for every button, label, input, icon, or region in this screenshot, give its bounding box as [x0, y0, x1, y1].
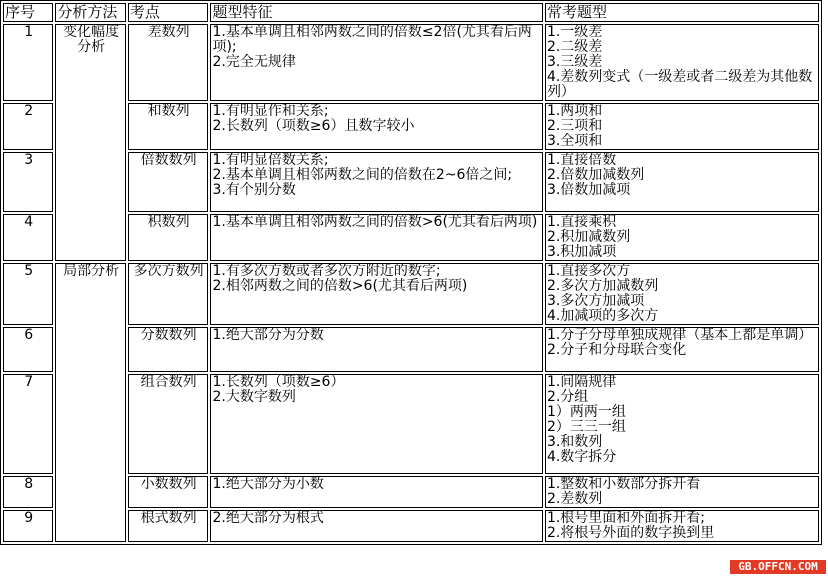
- topic-label: 和数列: [147, 103, 190, 119]
- type-line: 4.差数列变式（一级差或者二级差为其他数列）: [546, 69, 813, 100]
- topic-label: 倍数数列: [140, 152, 197, 168]
- table-row: [3, 263, 819, 325]
- topic-label: 组合数列: [140, 374, 197, 390]
- analysis-method: [55, 263, 126, 542]
- type-line: 2.将根号外面的数字换到里: [546, 525, 715, 541]
- header-row: [3, 3, 819, 22]
- topic-cell: [128, 510, 209, 542]
- types-cell: [545, 152, 819, 212]
- topic-label: 多次方数列: [133, 263, 204, 279]
- header-topic: 考点: [128, 3, 209, 22]
- type-line: 3.和数列: [546, 434, 603, 450]
- type-line: 2.三项和: [546, 118, 603, 134]
- feature-line: 2.相邻两数之间的倍数>6(尤其看后两项): [212, 278, 468, 294]
- type-line: 1.直接多次方: [546, 263, 631, 279]
- feature-line: 1.有明显作和关系;: [212, 103, 329, 119]
- feature-line: 1.绝大部分为分数: [212, 327, 324, 343]
- topic-cell: [128, 374, 209, 474]
- header-types: 常考题型: [545, 3, 819, 22]
- types-cell: [545, 327, 819, 372]
- table-body: [3, 24, 819, 542]
- row-index: 2: [3, 103, 53, 150]
- type-line: 2）三三一组: [546, 419, 626, 435]
- type-line: 2.多次方加减数列: [546, 278, 659, 294]
- analysis-method-label: 局部分析: [63, 263, 120, 279]
- feature-line: 1.有明显倍数关系;: [212, 152, 329, 168]
- type-line: 4.加减项的多次方: [546, 308, 659, 324]
- topic-label: 积数列: [147, 214, 190, 230]
- features-cell: [210, 476, 542, 508]
- type-line: 2.分组: [546, 389, 589, 405]
- analysis-method-label: 变化幅度分析: [63, 24, 120, 55]
- features-cell: [210, 214, 542, 261]
- feature-line: 1.绝大部分为小数: [212, 476, 324, 492]
- type-line: 1.一级差: [546, 24, 603, 40]
- type-line: 1.分子分母单独成规律（基本上都是单调）: [546, 327, 813, 343]
- row-index: 7: [3, 374, 53, 474]
- feature-line: 1.基本单调且相邻两数之间的倍数>6(尤其看后两项): [212, 214, 538, 230]
- feature-line: 2.完全无规律: [212, 54, 296, 70]
- table-row: [3, 24, 819, 101]
- topic-label: 差数列: [147, 24, 190, 40]
- type-line: 1.两项和: [546, 103, 603, 119]
- topic-cell: [128, 327, 209, 372]
- topic-cell: [128, 152, 209, 212]
- type-line: 2.积加减数列: [546, 229, 631, 245]
- row-index: 1: [3, 24, 53, 101]
- topic-cell: [128, 263, 209, 325]
- features-cell: [210, 327, 542, 372]
- feature-line: 1.长数列（项数≥6）: [212, 374, 345, 390]
- types-cell: [545, 476, 819, 508]
- type-line: 3.三级差: [546, 54, 603, 70]
- topic-label: 分数数列: [140, 327, 197, 343]
- type-line: 1）两两一组: [546, 404, 626, 420]
- header-index: 序号: [3, 3, 53, 22]
- type-line: 3.多次方加减项: [546, 293, 645, 309]
- topic-cell: [128, 214, 209, 261]
- row-index: 5: [3, 263, 53, 325]
- type-line: 4.数字拆分: [546, 449, 617, 465]
- type-line: 1.整数和小数部分拆开看: [546, 476, 701, 492]
- topic-cell: [128, 476, 209, 508]
- row-index: 3: [3, 152, 53, 212]
- watermark-logo: GB.OFFCN.COM: [730, 560, 826, 574]
- types-cell: [545, 510, 819, 542]
- type-line: 1.直接乘积: [546, 214, 617, 230]
- row-index: 6: [3, 327, 53, 372]
- feature-line: 2.基本单调且相邻两数之间的倍数在2~6倍之间;: [212, 167, 513, 183]
- topic-label: 小数数列: [140, 476, 197, 492]
- type-line: 1.直接倍数: [546, 152, 617, 168]
- topic-cell: [128, 24, 209, 101]
- type-line: 3.积加减项: [546, 244, 617, 260]
- types-cell: [545, 263, 819, 325]
- table-header: [3, 3, 819, 22]
- topic-cell: [128, 103, 209, 150]
- features-cell: [210, 510, 542, 542]
- row-index: 4: [3, 214, 53, 261]
- feature-line: 3.有个别分数: [212, 182, 296, 198]
- feature-line: 2.长数列（项数≥6）且数字较小: [212, 118, 415, 134]
- type-line: 2.差数列: [546, 491, 603, 507]
- feature-line: 2.大数字数列: [212, 389, 296, 405]
- row-index: 8: [3, 476, 53, 508]
- types-cell: [545, 214, 819, 261]
- type-line: 1.根号里面和外面拆开看;: [546, 510, 706, 526]
- topic-label: 根式数列: [140, 510, 197, 526]
- feature-line: 1.基本单调且相邻两数之间的倍数≤2倍(尤其看后两项);: [212, 24, 532, 55]
- features-cell: [210, 24, 542, 101]
- types-cell: [545, 103, 819, 150]
- type-line: 2.分子和分母联合变化: [546, 342, 687, 358]
- row-index: 9: [3, 510, 53, 542]
- features-cell: [210, 263, 542, 325]
- type-line: 1.间隔规律: [546, 374, 617, 390]
- features-cell: [210, 103, 542, 150]
- feature-line: 1.有多次方数或者多次方附近的数字;: [212, 263, 441, 279]
- feature-line: 2.绝大部分为根式: [212, 510, 324, 526]
- type-line: 2.二级差: [546, 39, 603, 55]
- features-cell: [210, 374, 542, 474]
- types-cell: [545, 374, 819, 474]
- header-features: 题型特征: [210, 3, 542, 22]
- analysis-method: [55, 24, 126, 261]
- type-line: 3.全项和: [546, 133, 603, 149]
- type-line: 3.倍数加减项: [546, 182, 631, 198]
- types-cell: [545, 24, 819, 101]
- header-method: 分析方法: [55, 3, 126, 22]
- type-line: 2.倍数加减数列: [546, 167, 645, 183]
- features-cell: [210, 152, 542, 212]
